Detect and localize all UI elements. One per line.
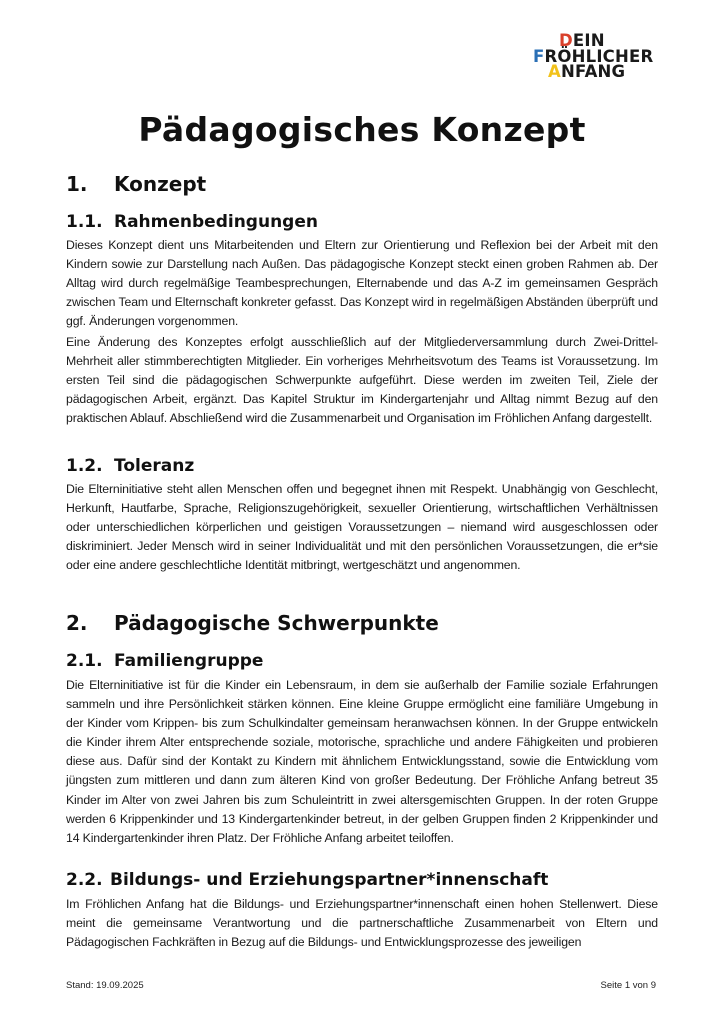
subsection-number: 2.1. bbox=[66, 651, 103, 671]
section-number: 2. bbox=[66, 611, 88, 635]
subsection-title: Toleranz bbox=[114, 456, 195, 476]
page-title: Pädagogisches Konzept bbox=[138, 110, 586, 149]
subsection-number: 1.1. bbox=[66, 212, 103, 232]
section-title: Pädagogische Schwerpunkte bbox=[114, 611, 439, 635]
logo-letter-red: D bbox=[559, 31, 573, 50]
logo-line-3 bbox=[533, 64, 653, 80]
subsection-title: Bildungs- und Erziehungspartner*innenschaft bbox=[110, 870, 549, 890]
subsection-number: 1.2. bbox=[66, 456, 103, 476]
logo bbox=[533, 33, 653, 80]
section-number: 1. bbox=[66, 172, 88, 196]
subsection-title: Familiengruppe bbox=[114, 651, 264, 671]
subsection-title: Rahmenbedingungen bbox=[114, 212, 318, 232]
subsection-heading bbox=[66, 651, 263, 671]
logo-text: NFANG bbox=[560, 62, 626, 81]
footer-date: Stand: 19.09.2025 bbox=[66, 980, 144, 991]
paragraph: Die Elterninitiative ist für die Kinder ein Lebensraum, in dem sie außerhalb der Familie soziale Erfahrungen sammeln und ihre Persönlichkeit stärken können. Eine kleine Gruppe ermöglicht eine familiäre Umgebung in der Kinder vom Krippen- bis zum Schulkindalter gemeinsam heranwachsen können. In der Gruppe entwickeln die Kinder ihrem Alter entsprechende soziale, motorische, sprachliche und andere Fähigkeiten und probieren diese aus. Dafür sind der Kontakt zu Kindern mit ähnlichem Entwicklungsstand, sowie die Entwicklung vom jüngsten zum mittleren und dann zum älteren Kind von großer Bedeutung. Der Fröhliche Anfang betreut 35 Kinder im Alter von zwei Jahren bis zum Schuleintritt in zwei altersgemischten Gruppen. In der roten Gruppe werden 6 Krippenkinder und 13 Kindergartenkinder betreut, in der gelben Gruppen finden 2 Krippenkinder und 14 Kindergartenkinder ihren Platz. Der Fröhliche Anfang arbeitet teiloffen. bbox=[66, 678, 658, 845]
section-heading bbox=[66, 172, 206, 196]
section-heading bbox=[66, 611, 439, 635]
paragraph: Im Fröhlichen Anfang hat die Bildungs- und Erziehungspartner*innenschaft einen hohen Stellenwert. Diese meint die gemeinsame Verantwortung und die partnerschaftliche Zusammenarbeit von Eltern und Pädagogischen Fachkräften in Bezug auf die Bildungs- und Entwicklungsprozesse des jeweiligen bbox=[66, 897, 658, 950]
subsection-heading bbox=[66, 456, 194, 476]
logo-text: RÖHLICHER bbox=[544, 46, 654, 66]
subsection-heading bbox=[66, 212, 318, 232]
paragraph: Eine Änderung des Konzeptes erfolgt ausschließlich auf der Mitgliederversammlung durch Zwei-Drittel-Mehrheit aller stimmberechtigten Mitglieder. Ein vorheriges Mehrheitsvotum des Teams ist Voraussetzung. Im ersten Teil sind die pädagogischen Schwerpunkte aufgeführt. Diese werden im zweiten Teil, Ziele der pädagogischen Arbeit, ergänzt. Das Kapitel Struktur im Kindergartenjahr und Alltag nimmt Bezug auf den praktischen Ablauf. Abschließend wird die Zusammenarbeit und Organisation im Fröhlichen Anfang dargestellt. bbox=[66, 335, 658, 426]
section-title: Konzept bbox=[114, 172, 207, 196]
logo-letter-yellow: A bbox=[548, 62, 561, 81]
logo-letter-blue: F bbox=[533, 46, 545, 66]
logo-text: EIN bbox=[572, 31, 605, 50]
subsection-number: 2.2. bbox=[66, 870, 103, 890]
paragraph: Dieses Konzept dient uns Mitarbeitenden und Eltern zur Orientierung und Reflexion bei der Arbeit mit den Kindern sowie zur Darstellung nach Außen. Das pädagogische Konzept steckt einen groben Rahmen ab. Der Alltag wird durch regelmäßige Teambesprechungen, Elternabende und das A-Z im gemeinsamen Gespräch zwischen Team und Elternschaft konkreter gefasst. Das Konzept wird in regelmäßigen Abständen überprüft und ggf. Änderungen vorgenommen. bbox=[66, 238, 658, 329]
paragraph: Die Elterninitiative steht allen Menschen offen und begegnet ihnen mit Respekt. Unabhängig von Geschlecht, Herkunft, Hautfarbe, Sprache, Religionszugehörigkeit, sexueller Orientierung, wirtschaftlichen Verhältnissen oder unterschiedlichen körperlichen und geistigen Voraussetzungen – niemand wird ausgeschlossen oder diskriminiert. Jeder Mensch wird in seiner Individualität und mit den persönlichen Voraussetzungen, die er*sie oder eine andere geschlechtliche Identität mitbringt, wertgeschätzt und angenommen. bbox=[66, 482, 658, 573]
footer-page-number: Seite 1 von 9 bbox=[600, 980, 656, 991]
subsection-heading bbox=[66, 870, 548, 890]
